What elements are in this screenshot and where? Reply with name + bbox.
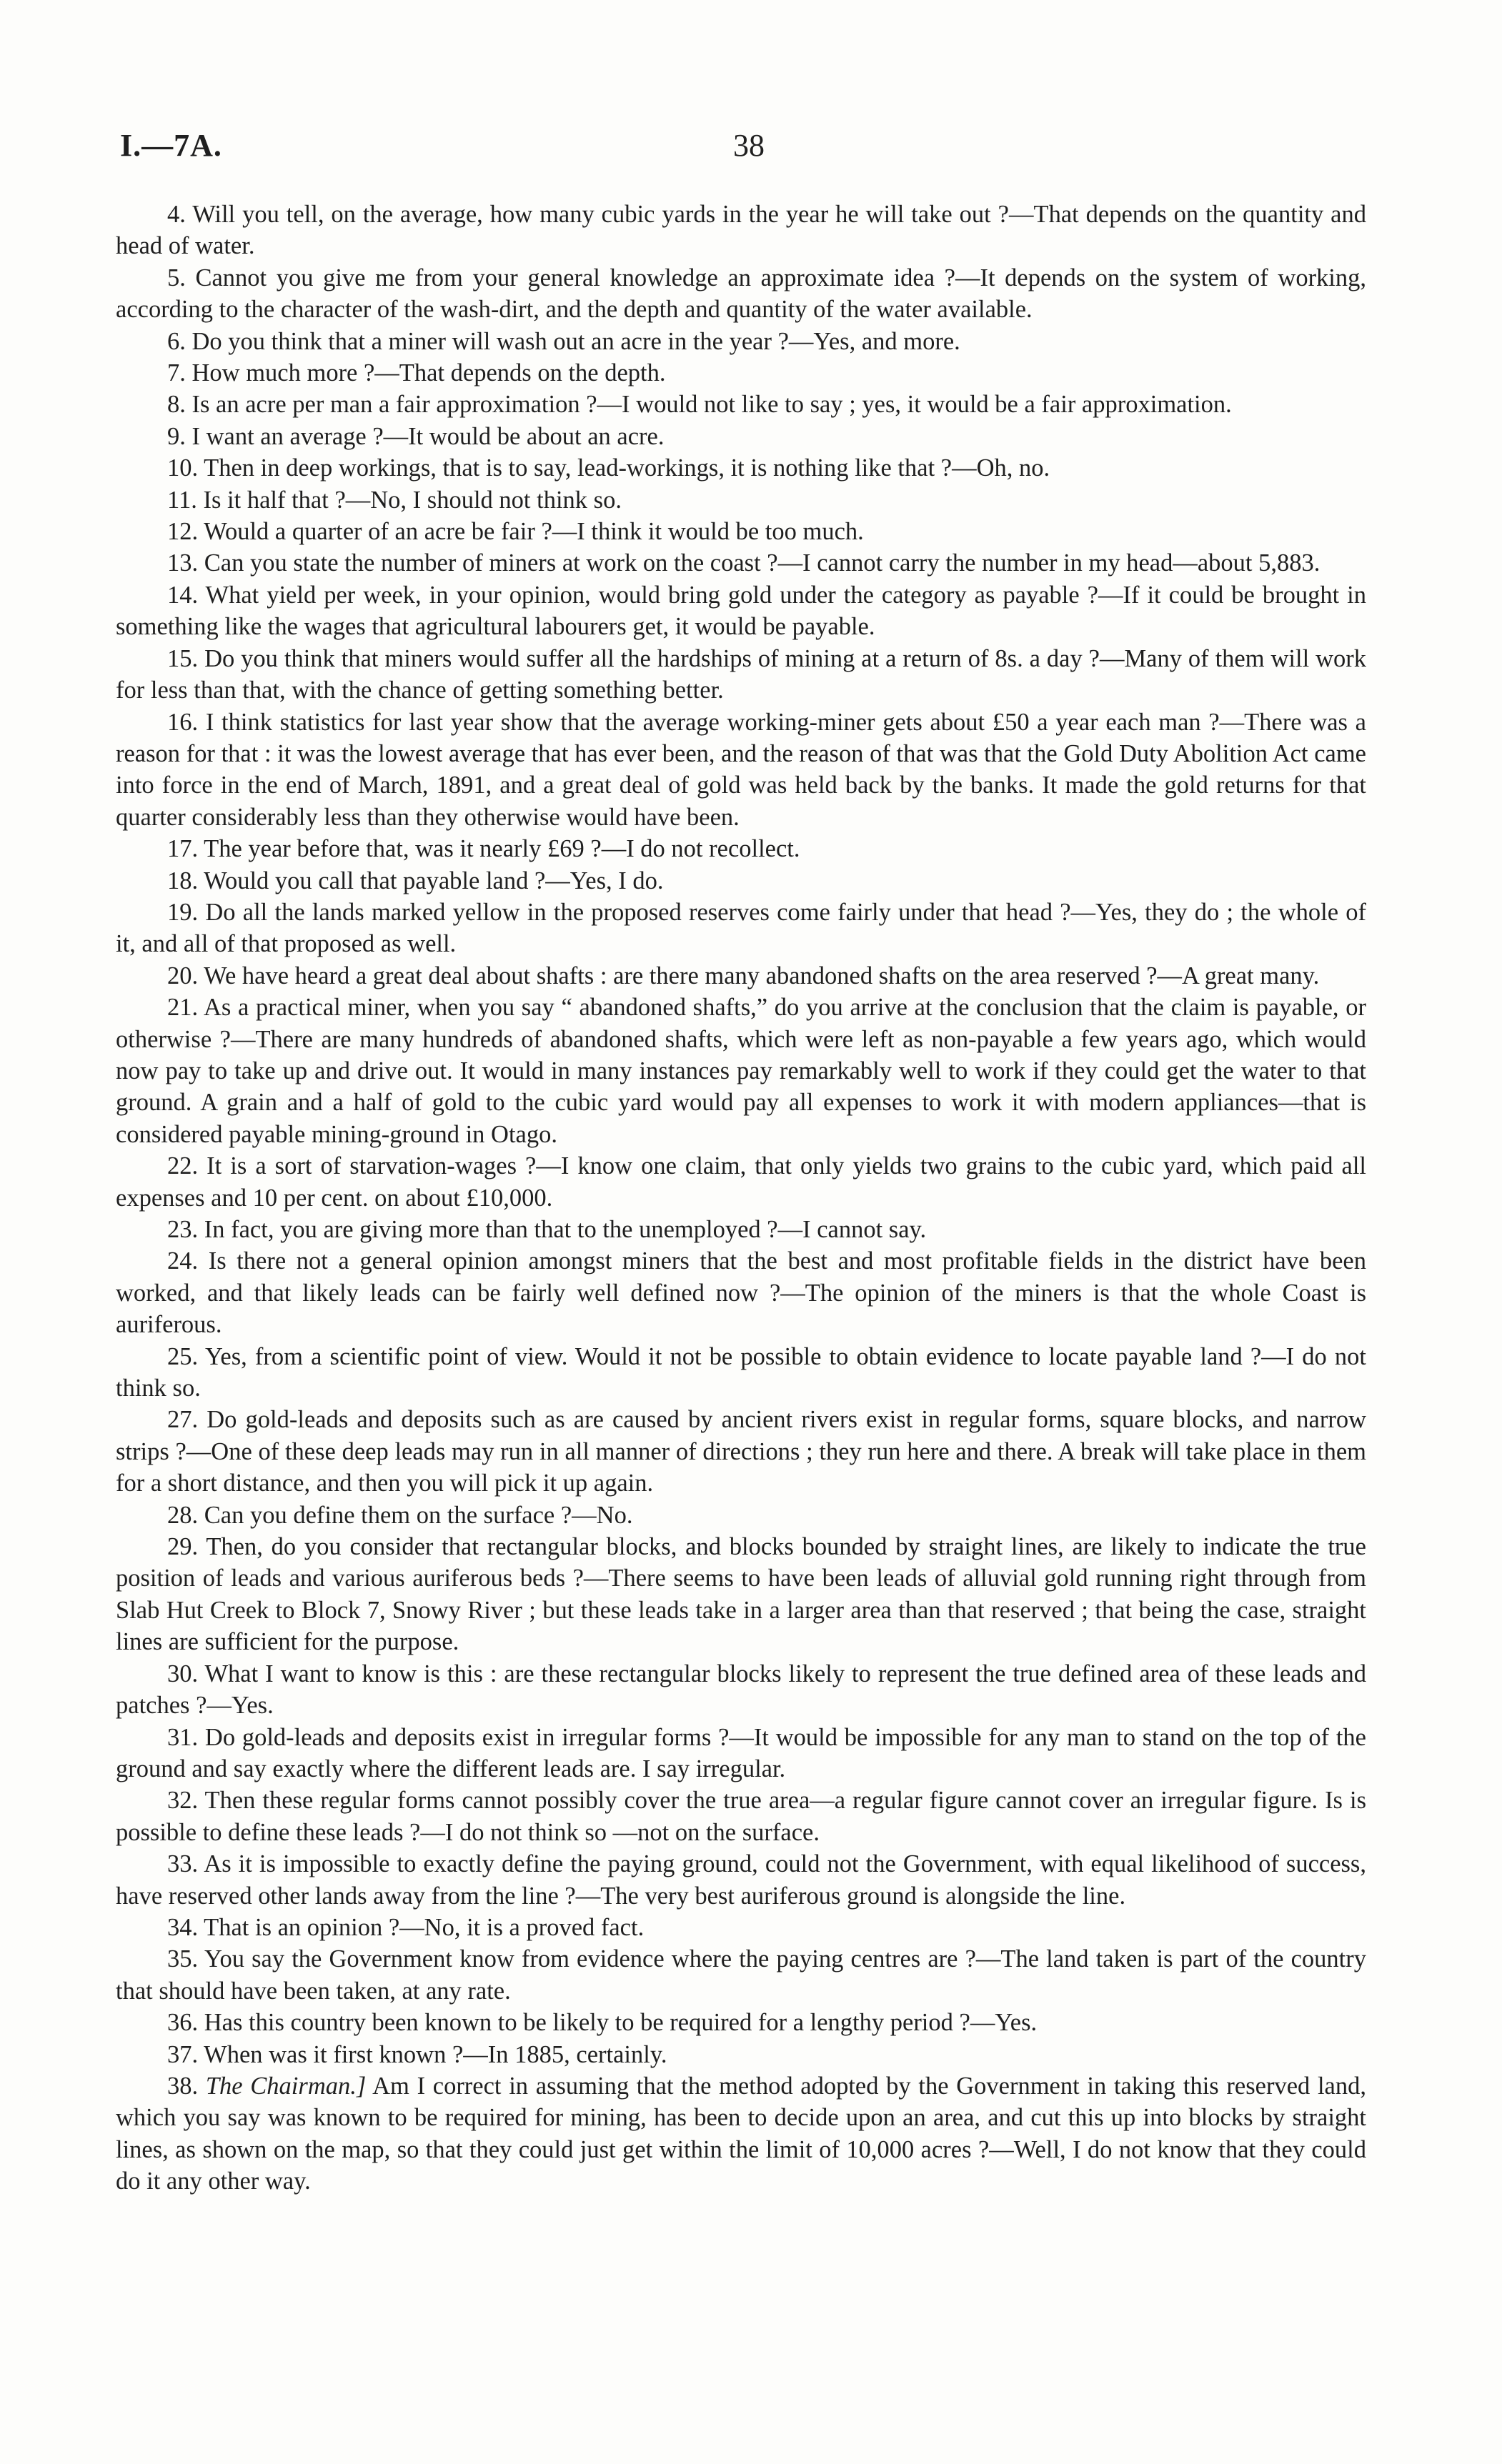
question-paragraph [116,1912,1366,1943]
question-text: Would you call that payable land ?—Yes, I do. [204,867,664,894]
question-text: What I want to know is this : are these rectangular blocks likely to represent the true defined area of these leads and patches ?—Yes. [116,1660,1366,1720]
question-number: 12. [167,518,199,546]
question-paragraph [116,643,1366,707]
question-number: 31. [167,1723,199,1751]
question-text: As it is impossible to exactly define the paying ground, could not the Government, with equal likelihood of success, have reserved other lands away from the line ?—The very best auriferous ground is alongside the line. [116,1850,1366,1910]
question-paragraph [116,547,1366,579]
question-paragraph [116,2070,1366,2198]
question-number: 38. [167,2072,199,2100]
question-number: 8. [167,391,186,419]
question-number: 30. [167,1660,199,1687]
question-number: 36. [167,2009,199,2037]
question-text: I want an average ?—It would be about an acre. [192,422,665,450]
page-number: 38 [733,128,765,163]
question-paragraph [116,1214,1366,1245]
question-paragraph [116,357,1366,389]
question-number: 17. [167,835,199,863]
question-paragraph [116,960,1366,992]
question-number: 22. [167,1152,199,1180]
question-text: Do all the lands marked yellow in the proposed reserves come fairly under that head ?—Yes, they do ; the whole of it, and all of that proposed as well. [116,898,1366,958]
question-paragraph [116,262,1366,326]
speaker-label: The Chairman.] [205,2072,367,2100]
question-text: Do gold-leads and deposits exist in irregular forms ?—It would be impossible for any man to stand on the top of the ground and say exactly where the different leads are. I say irregular. [116,1723,1367,1782]
question-number: 4. [167,201,186,228]
question-text: Do you think that a miner will wash out an acre in the year ?—Yes, and more. [192,327,960,355]
question-text: Then in deep workings, that is to say, lead-workings, it is nothing like that ?—Oh, no. [204,454,1050,482]
question-paragraph [116,389,1366,420]
question-text: Do gold-leads and deposits such as are caused by ancient rivers exist in regular forms, square blocks, and narrow strips ?—One of these deep leads may run in all manner of directions ; they run here and there. A break will take place in them for a short distance, and then you will pick it up again. [116,1406,1367,1497]
question-paragraph [116,1150,1366,1214]
question-number: 34. [167,1913,199,1941]
question-text: Is there not a general opinion amongst miners that the best and most profitable fields in the district have been worked, and that likely leads can be fairly well defined now ?—The opinion of the miners is that the whole Coast is auriferous. [116,1247,1366,1339]
question-number: 7. [167,359,186,387]
question-text: Is an acre per man a fair approximation ?—I would not like to say ; yes, it would be a fair approximation. [192,391,1232,419]
question-paragraph [116,1531,1366,1658]
question-paragraph [116,1722,1366,1785]
question-text: Do you think that miners would suffer all the hardships of mining at a return of 8s. a day ?—Many of them will work for less than that, with the chance of getting something better. [116,644,1367,704]
question-paragraph [116,992,1366,1150]
question-number: 35. [167,1945,199,1973]
question-paragraph [116,579,1366,643]
question-text: Is it half that ?—No, I should not think so. [203,486,622,514]
question-number: 32. [167,1787,199,1815]
question-paragraph [116,1245,1366,1340]
question-text: Cannot you give me from your general knowledge an approximate idea ?—It depends on the system of working, according to the character of the wash-dirt, and the depth and quantity of the water available. [116,264,1367,324]
question-number: 24. [167,1247,199,1275]
question-number: 28. [167,1501,199,1529]
question-number: 21. [167,994,199,1022]
question-paragraph [116,484,1366,516]
question-number: 33. [167,1850,199,1878]
question-number: 11. [167,486,197,514]
question-text: In fact, you are giving more than that to the unemployed ?—I cannot say. [204,1216,927,1243]
question-text: Then, do you consider that rectangular blocks, and blocks bounded by straight lines, are likely to indicate the true position of leads and various auriferous beds ?—There seems to have been leads of alluvial gold running right through from Slab Hut Creek to Block 7, Snowy River ; but these leads take in a larger area than that reserved ; that being the case, straight lines are sufficient for the purpose. [116,1533,1366,1656]
question-number: 25. [167,1342,199,1370]
question-text: Am I correct in assuming that the method adopted by the Government in taking this reserved land, which you say was known to be required for mining, has been to decide upon an area, and cut this up into blocks by straight lines, as shown on the map, so that they could just get within the limit of 10,000 acres ?—Well, I do not know that they could do it any other way. [116,2072,1366,2195]
question-paragraph [116,833,1366,864]
question-text: It is a sort of starvation-wages ?—I know one claim, that only yields two grains to the cubic yard, which paid all expenses and 10 per cent. on about £10,000. [116,1152,1367,1212]
question-paragraph [116,2039,1366,2070]
question-number: 9. [167,422,186,450]
question-text: Yes, from a scientific point of view. Would it not be possible to obtain evidence to locate payable land ?—I do not think so. [116,1342,1366,1402]
question-paragraph [116,452,1366,484]
question-number: 20. [167,962,199,989]
question-text: Would a quarter of an acre be fair ?—I think it would be too much. [204,518,864,546]
question-number: 37. [167,2040,199,2068]
question-paragraph [116,897,1366,960]
question-text: You say the Government know from evidence where the paying centres are ?—The land taken is part of the country that should have been taken, at any rate. [116,1945,1366,2005]
question-paragraph [116,199,1366,262]
question-text: Has this country been known to be likely to be required for a lengthy period ?—Yes. [204,2009,1038,2037]
question-paragraph [116,707,1366,834]
question-paragraph [116,1848,1366,1912]
question-number: 23. [167,1216,199,1243]
question-text: How much more ?—That depends on the depth. [192,359,666,387]
question-paragraph [116,2007,1366,2038]
question-paragraph [116,516,1366,547]
page-header [120,127,1378,170]
question-text: Can you state the number of miners at work on the coast ?—I cannot carry the number in my head—about 5,883. [204,549,1321,577]
question-number: 19. [167,898,199,926]
document-reference: I.—7A. [120,128,222,163]
question-text: Can you define them on the surface ?—No. [204,1501,633,1529]
question-number: 10. [167,454,199,482]
question-number: 6. [167,327,186,355]
question-number: 16. [167,708,199,736]
question-paragraph [116,326,1366,357]
question-number: 13. [167,549,199,577]
question-paragraph [116,1404,1366,1499]
question-text: When was it first known ?—In 1885, certainly. [204,2040,667,2068]
question-text: We have heard a great deal about shafts : are there many abandoned shafts on the area reserved ?—A great many. [204,962,1320,989]
question-number: 14. [167,581,199,609]
document-body [116,199,1366,2198]
question-paragraph [116,1500,1366,1531]
question-paragraph [116,1943,1366,2007]
question-number: 29. [167,1533,199,1561]
question-paragraph [116,1341,1366,1405]
question-paragraph [116,1658,1366,1722]
question-number: 15. [167,644,199,672]
question-text: What yield per week, in your opinion, would bring gold under the category as payable ?—If it could be brought in something like the wages that agricultural labourers get, it would be payable. [116,581,1366,641]
question-text: I think statistics for last year show that the average working-miner gets about £50 a year each man ?—There was a reason for that : it was the lowest average that has ever been, and the reason of that was that the Gold Duty Abolition Act came into force in the end of March, 1891, and a great deal of gold was held back by the banks. It made the gold returns for that quarter considerably less than they otherwise would have been. [116,708,1366,831]
question-text: That is an opinion ?—No, it is a proved fact. [204,1913,645,1941]
question-number: 5. [167,264,186,291]
question-paragraph [116,421,1366,452]
question-text: Will you tell, on the average, how many cubic yards in the year he will take out ?—That depends on the quantity and head of water. [116,201,1366,260]
question-text: The year before that, was it nearly £69 ?—I do not recollect. [204,835,800,863]
question-text: As a practical miner, when you say “ abandoned shafts,” do you arrive at the conclusion that the claim is payable, or otherwise ?—There are many hundreds of abandoned shafts, which were left as non-payable a few years ago, which would now pay to take up and drive out. It would in many instances pay remarkably well to work if they could get the water to that ground. A grain and a half of gold to the cubic yard would pay all expenses to work it with modern appliances—that is considered payable mining-ground in Otago. [116,994,1366,1148]
question-number: 27. [167,1406,199,1434]
question-number: 18. [167,867,199,894]
question-paragraph [116,865,1366,897]
question-text: Then these regular forms cannot possibly cover the true area—a regular figure cannot cover an irregular figure. Is is possible to define these leads ?—I do not think so —not on the surface. [116,1787,1366,1846]
question-paragraph [116,1785,1366,1848]
